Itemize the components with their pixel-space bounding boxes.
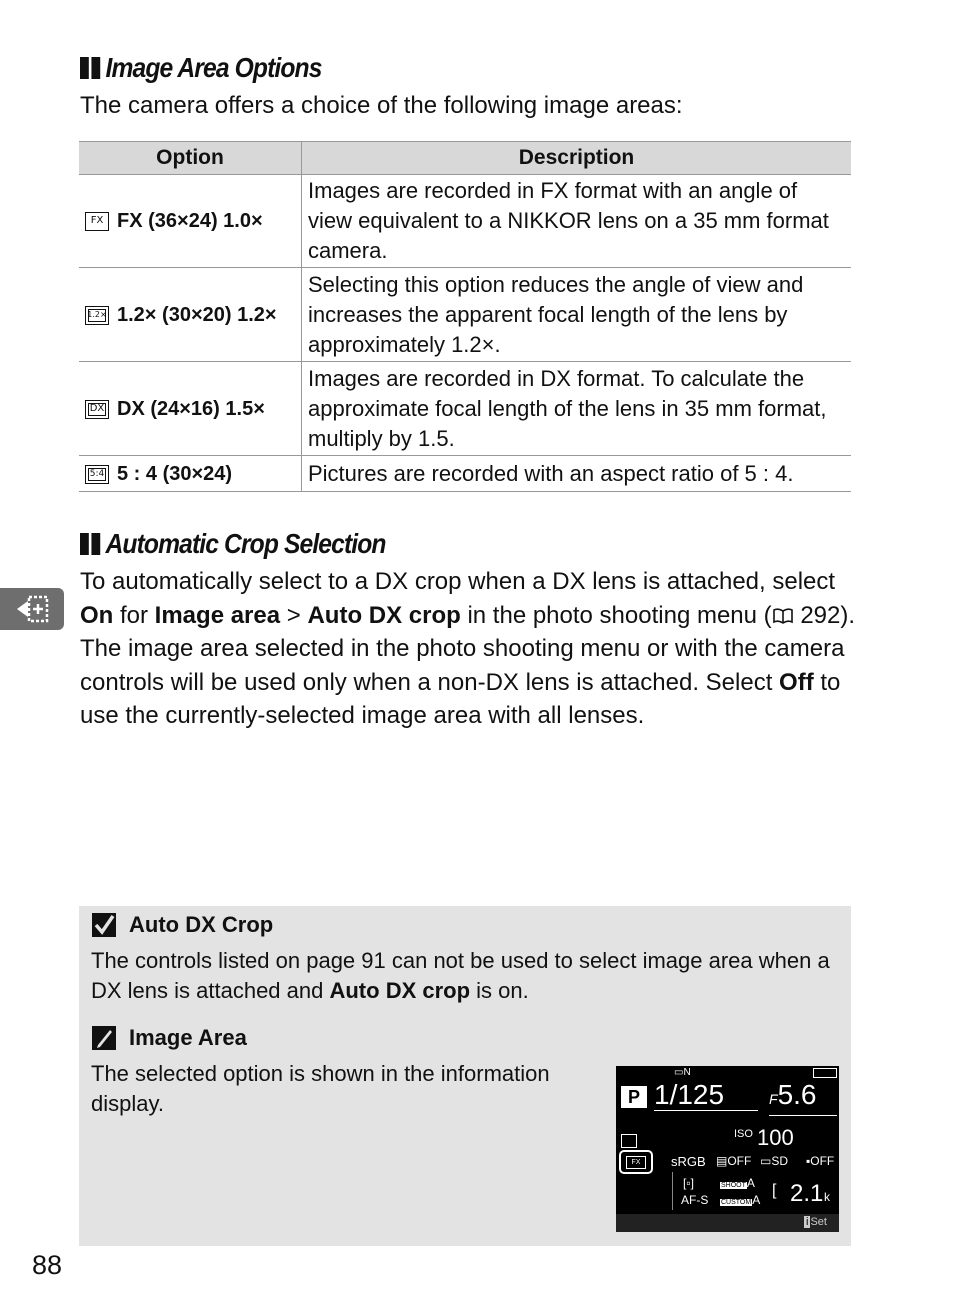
option-cell xyxy=(79,175,302,268)
five-four-area-icon: 5:4 xyxy=(85,465,109,484)
custom-bank xyxy=(720,1193,760,1207)
image-area-indicator: FX xyxy=(626,1156,646,1169)
exposure-mode: P xyxy=(621,1086,647,1108)
aperture-value: 5.6 xyxy=(777,1079,817,1110)
custom-bank-value: A xyxy=(752,1193,761,1207)
text-run: > xyxy=(280,601,308,629)
option-cell xyxy=(79,268,302,362)
color-space: sRGB xyxy=(671,1154,706,1169)
fx-area-icon: FX xyxy=(85,212,109,231)
set-hint: i Set xyxy=(806,1216,827,1228)
note-title-text: Auto DX Crop xyxy=(129,912,274,937)
f-prefix: F xyxy=(769,1091,778,1107)
text-run: The controls listed on page 91 can not be used to select image area when a DX lens is attached and xyxy=(91,948,830,1003)
description-cell: Selecting this option reduces the angle of view and increases the apparent focal length of the lens by approximately 1.2×. xyxy=(302,268,852,362)
bold-image-area: Image area xyxy=(154,601,281,629)
heading-text: Image Area Options xyxy=(105,52,322,83)
d-lighting-setting: ▤OFF xyxy=(716,1154,752,1168)
description-cell: Pictures are recorded with an aspect ratio of 5 : 4. xyxy=(302,456,852,492)
shooting-bank xyxy=(720,1176,755,1190)
metering-icon xyxy=(621,1134,637,1148)
image-area-options-table xyxy=(79,141,851,492)
battery-icon xyxy=(813,1068,837,1078)
section-heading-automatic-crop-selection xyxy=(80,526,386,562)
note-image-area-text: The selected option is shown in the information display. xyxy=(91,1061,550,1116)
bold-auto-dx-crop: Auto DX crop xyxy=(329,978,471,1003)
option-label: 1.2× (30×20) 1.2× xyxy=(117,303,277,326)
shooting-menu-icon xyxy=(15,594,49,624)
setting-c: OFF xyxy=(810,1154,835,1168)
note-title-image-area xyxy=(91,1025,247,1051)
table-row xyxy=(79,268,851,362)
notes-box xyxy=(79,906,851,1246)
frames-remaining: 2.1 xyxy=(790,1180,824,1207)
description-cell: Images are recorded in DX format. To calculate the approximate focal length of the lens in 35 mm format, multiply by 1.5. xyxy=(302,362,852,456)
text-run: for xyxy=(113,601,155,629)
divider xyxy=(672,1172,673,1210)
header-option: Option xyxy=(79,142,302,175)
setting-b: SD xyxy=(771,1154,789,1168)
bold-on: On xyxy=(80,601,114,629)
text-run: in the photo shooting menu ( xyxy=(460,601,772,629)
af-mode: AF-S xyxy=(681,1193,709,1207)
section-heading-image-area-options xyxy=(80,50,322,86)
option-label: 5 : 4 (30×24) xyxy=(117,462,233,485)
note-title-auto-dx-crop xyxy=(91,912,273,938)
table-row xyxy=(79,456,851,492)
noise-reduction-setting: ▪OFF xyxy=(806,1154,835,1168)
setting-a: OFF xyxy=(727,1154,752,1168)
frames-bracket-left: [ xyxy=(772,1182,777,1199)
shutter-speed: 1/125 xyxy=(654,1080,758,1111)
crop-1-2x-area-icon: 1.2× xyxy=(85,306,109,325)
description-cell: Images are recorded in FX format with an angle of view equivalent to a NIKKOR lens on a 35 mm format camera. xyxy=(302,175,852,268)
af-area-icon: [▫] xyxy=(683,1176,694,1190)
top-indicator: ▭N xyxy=(674,1067,691,1078)
heading-marker-icon xyxy=(80,57,100,79)
shoot-label: SHOOT xyxy=(721,1182,746,1189)
table-row xyxy=(79,175,851,268)
iso-value: 100 xyxy=(757,1125,794,1150)
intro-text: The camera offers a choice of the following image areas: xyxy=(80,92,683,119)
pencil-note-icon xyxy=(91,1025,117,1051)
table-header-row xyxy=(79,142,851,175)
text-run: To automatically select to a DX crop when a DX lens is attached, select xyxy=(80,568,836,595)
header-description: Description xyxy=(302,142,852,175)
bold-off: Off xyxy=(779,668,814,696)
camera-information-display xyxy=(616,1066,839,1232)
option-label: FX (36×24) 1.0× xyxy=(117,210,263,232)
book-reference-icon xyxy=(772,601,794,619)
top-label: N xyxy=(683,1067,691,1078)
option-cell xyxy=(79,362,302,456)
note-auto-dx-crop-text xyxy=(91,946,831,1006)
picture-control-setting: ▭SD xyxy=(760,1154,789,1168)
set-label: Set xyxy=(810,1216,827,1228)
text-run: is on. xyxy=(470,978,529,1003)
chapter-tab-shooting-icon[interactable] xyxy=(0,588,64,630)
iso-label: ISO xyxy=(734,1128,753,1140)
heading-text: Automatic Crop Selection xyxy=(105,528,386,559)
dx-area-icon: DX xyxy=(85,400,109,419)
check-note-icon xyxy=(91,912,117,938)
note-title-text: Image Area xyxy=(129,1025,247,1050)
frames-unit: k xyxy=(824,1190,830,1204)
text-run: 292). The image area selected in the photo shooting menu or with the camera controls will be used only when a non-DX lens is attached. Select xyxy=(80,601,856,696)
text-run: to use the currently-selected image area with all lenses. xyxy=(80,668,841,729)
custom-label: CUSTOM xyxy=(721,1199,752,1206)
table-row xyxy=(79,362,851,456)
shoot-bank: A xyxy=(746,1176,755,1190)
heading-marker-icon xyxy=(80,533,100,555)
option-label: DX (24×16) 1.5× xyxy=(117,397,265,420)
aperture-group xyxy=(769,1080,837,1116)
option-cell xyxy=(79,456,302,492)
auto-crop-paragraph xyxy=(80,565,860,733)
page-number: 88 xyxy=(32,1250,63,1280)
bold-auto-dx-crop: Auto DX crop xyxy=(307,601,461,629)
image-area-highlight xyxy=(619,1150,653,1174)
